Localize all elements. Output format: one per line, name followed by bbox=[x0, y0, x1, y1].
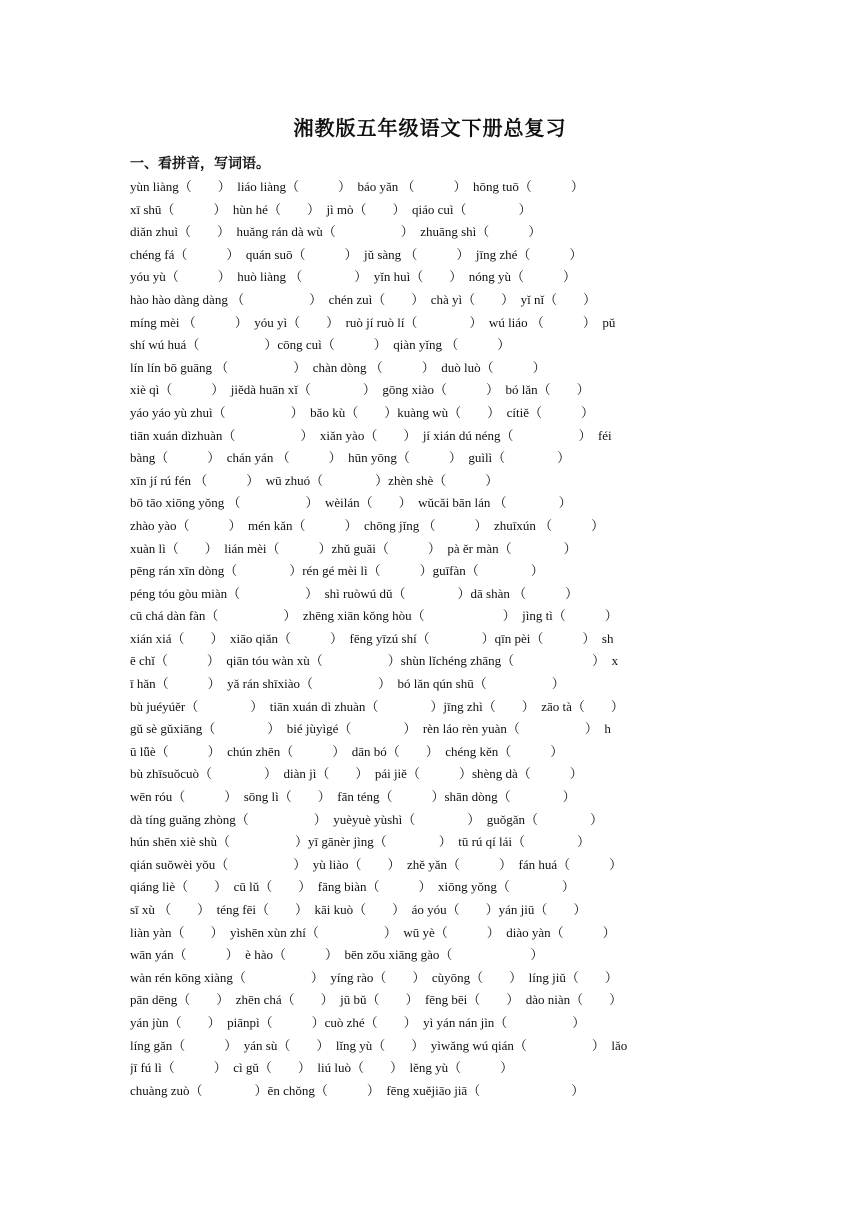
exercise-line: jī fú lì（ ） cì gǔ（ ） liú luò（ ） lěng yù（ ） bbox=[130, 1060, 514, 1076]
exercise-line: ē chǐ（ ） qiān tóu wàn xù（ ）shùn lǐchéng zhāng（ ） x bbox=[130, 653, 619, 669]
exercise-line: qián suǒwèi yǒu（ ） yù liào（ ） zhě yǎn（ ） fán huá（ ） bbox=[130, 856, 623, 872]
exercise-line: sī xù （ ） téng fēi（ ） kāi kuò（ ） áo yóu（ ）yán jiū（ ） bbox=[130, 902, 587, 917]
exercise-line: liàn yàn（ ） yìshēn xùn zhí（ ） wū yè（ ） diào yàn（ ） bbox=[130, 924, 616, 940]
exercise-line: cū chá dàn fàn（ ） zhēng xiān kǒng hòu（ ） jìng tì（ ） bbox=[130, 608, 618, 624]
exercise-line: míng mèi （ ） yóu yì（ ） ruò jí ruò lí（ ） wú liáo （ ） pǔ bbox=[130, 314, 616, 330]
exercise-line: xuàn lì（ ） lián mèi（ ）zhǔ guǎi（ ） pà ěr màn（ ） bbox=[130, 540, 577, 556]
exercise-line: diǎn zhuì（ ） huǎng rán dà wù（ ） zhuāng shì（ ） bbox=[130, 224, 542, 240]
exercise-line: ī hǎn（ ） yǎ rán shīxiào（ ） bó lǎn qún shū（ ） bbox=[130, 676, 565, 692]
exercise-line: lín lín bō guāng （ ） chàn dòng （ ） duò luò（ ） bbox=[130, 359, 546, 375]
exercise-line: bù juéyúěr（ ） tiān xuán dì zhuàn（ ）jīng zhì（ ） zāo tà（ ） bbox=[130, 698, 624, 714]
page-title: 湘教版五年级语文下册总复习 bbox=[293, 118, 567, 140]
exercise-line: hún shēn xiè shù（ ）yī gānèr jìng（ ） tū rú qí lái（ ） bbox=[130, 834, 591, 850]
exercise-line: yáo yáo yù zhuì（ ） bǎo kù（ ）kuàng wù（ ） cítiě（ ） bbox=[130, 404, 594, 420]
exercise-line: péng tóu gòu miàn（ ） shì ruòwú dǔ（ ）dā shàn （ ） bbox=[130, 585, 579, 601]
exercise-line: xīn jí rú fén （ ） wū zhuó（ ）zhèn shè（ ） bbox=[130, 472, 499, 488]
exercise-line: pēng rán xīn dòng（ ）rén gé mèi lì（ ）guīfàn（ ） bbox=[130, 563, 544, 579]
exercise-line: bàng（ ） chán yán （ ） hūn yōng（ ） guìlì（ ） bbox=[130, 450, 571, 466]
exercise-line: zhào yào（ ） mén kǎn（ ） chōng jǐng （ ） zhuīxún （ ） bbox=[130, 517, 605, 533]
exercise-line: yóu yù（ ） huò liàng （ ） yǐn huì（ ） nóng yù（ ） bbox=[130, 269, 576, 285]
exercise-line: yán jùn（ ） piānpì（ ）cuò zhé（ ） yì yán nán jìn（ ） bbox=[130, 1014, 586, 1030]
exercise-line: pān dēng（ ） zhēn chá（ ） jū bǔ（ ） fēng bēi（ ） dào niàn（ ） bbox=[130, 992, 623, 1008]
exercise-line: dà tíng guǎng zhòng（ ） yuèyuè yùshì（ ） guǒgǎn（ ） bbox=[130, 811, 604, 827]
exercise-line: bō tāo xiōng yǒng （ ） wèilán（ ） wǔcǎi bān lán （ ） bbox=[130, 495, 572, 511]
exercise-line: líng gǎn（ ） yán sù（ ） lǐng yù（ ） yìwǎng wú qián（ ） lǎo bbox=[130, 1037, 628, 1053]
exercise-line: chéng fá（ ） quán suō（ ） jǔ sàng （ ） jīng zhé（ ） bbox=[130, 246, 583, 262]
section-heading: 一、看拼音，写词语。 bbox=[130, 157, 270, 172]
exercise-line: chuàng zuò（ ）ēn chǒng（ ） fēng xuějiāo jiā（ ） bbox=[130, 1082, 585, 1098]
exercise-line: tiān xuán dìzhuàn（ ） xiǎn yào（ ） jí xián dú néng（ ） féi bbox=[130, 427, 612, 443]
exercise-line: gǔ sè gǔxiāng（ ） bié jùyìgé（ ） rèn láo rèn yuàn（ ） h bbox=[130, 721, 611, 737]
exercise-line: yùn liàng（ ） liáo liàng（ ） báo yǎn （ ） hōng tuō（ ） bbox=[130, 179, 584, 194]
exercise-line: bù zhīsuǒcuò（ ） diàn jì（ ） pái jiě（ ）shèng dà（ ） bbox=[130, 766, 583, 782]
exercise-line: qiáng liè（ ） cū lǔ（ ） fāng biàn（ ） xiōng yǒng（ ） bbox=[130, 879, 575, 895]
exercise-line: shí wú huá（ ）cōng cuì（ ） qiàn yǐng （ ） bbox=[130, 337, 511, 353]
exercise-line: xián xiá（ ） xiāo qiǎn（ ） fēng yīzú shí（ ）qīn pèi（ ） sh bbox=[130, 630, 614, 646]
exercise-line: xiè qì（ ） jiědà huān xǐ（ ） gōng xiào（ ） bó lǎn（ ） bbox=[130, 382, 590, 398]
exercise-line: wān yán（ ） è hào（ ） bēn zǒu xiāng gào（ ） bbox=[130, 947, 544, 963]
pinyin-exercise-list bbox=[130, 176, 732, 1102]
exercise-line: ū lǖè（ ） chún zhēn（ ） dān bó（ ） chéng kěn（ ） bbox=[130, 743, 564, 759]
exercise-line: wàn rén kōng xiàng（ ） yíng rào（ ） cùyōng（ ） líng jiǔ（ ） bbox=[130, 969, 618, 985]
exercise-line: xī shū（ ） hùn hé（ ） jì mò（ ） qiáo cuì（ ） bbox=[130, 201, 532, 217]
exercise-line: wēn róu（ ） sōng lì（ ） fān téng（ ）shān dòng（ ） bbox=[130, 789, 576, 805]
exercise-line: hào hào dàng dàng （ ） chén zuì（ ） chà yì（ ） yǐ nǐ（ ） bbox=[130, 291, 597, 307]
